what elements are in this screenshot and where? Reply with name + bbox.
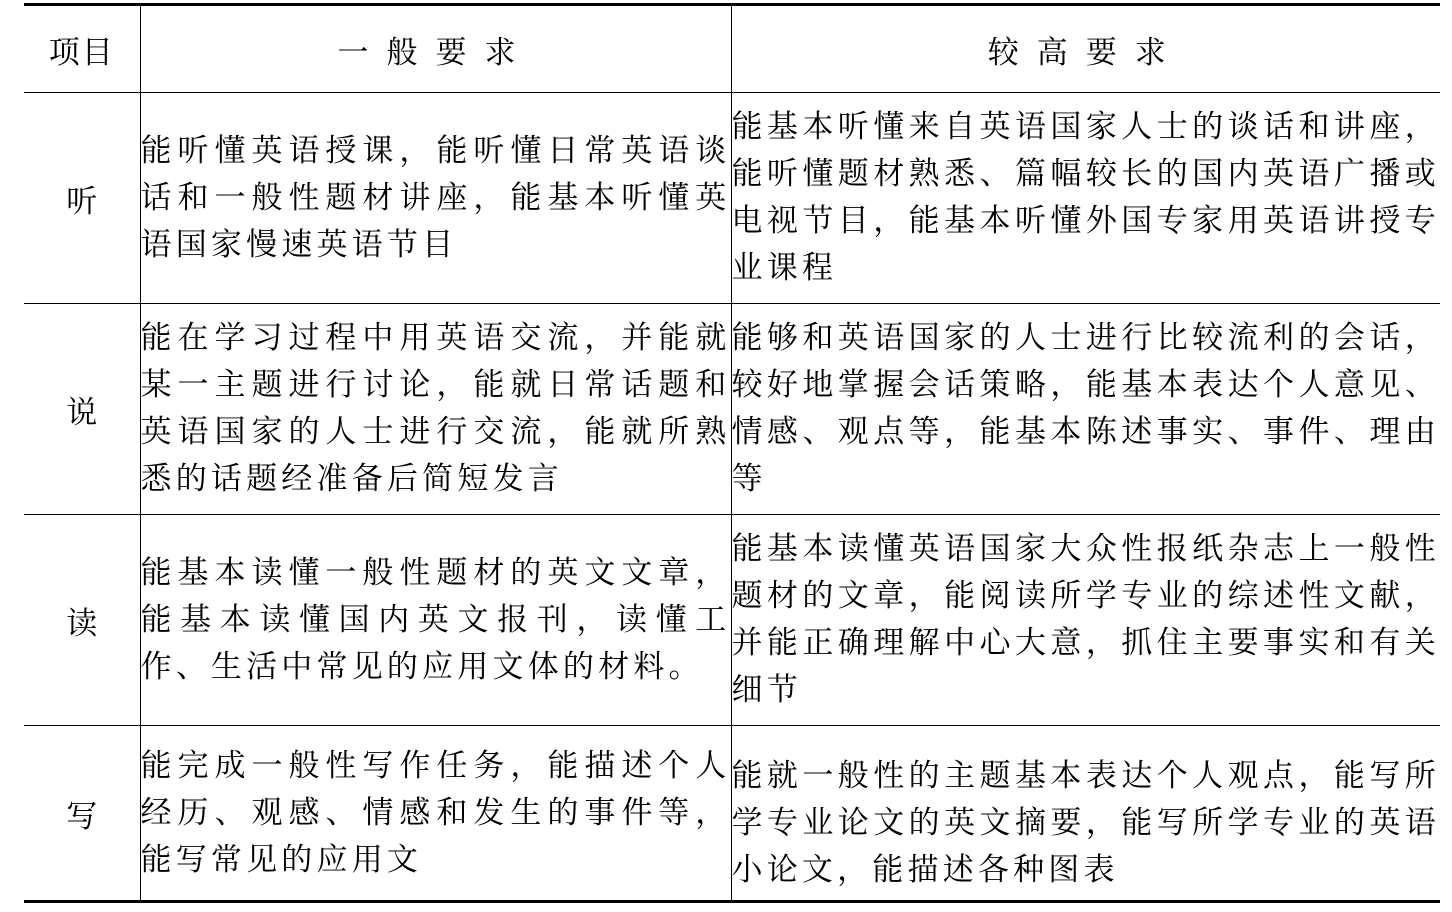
- table-row-speaking: [24, 304, 1440, 515]
- general-requirement-reading: 能基本读懂一般性题材的英文文章，能基本读懂国内英文报刊，读懂工作、生活中常见的应用文体的材料。: [140, 515, 731, 726]
- general-requirement-speaking: 能在学习过程中用英语交流，并能就某一主题进行讨论，能就日常话题和英语国家的人士进行交流，能就所熟悉的话题经准备后简短发言: [140, 304, 731, 515]
- item-writing: 写: [24, 726, 140, 902]
- table-row-writing: [24, 726, 1440, 902]
- higher-requirement-writing: 能就一般性的主题基本表达个人观点，能写所学专业论文的英文摘要，能写所学专业的英语小论文，能描述各种图表: [731, 726, 1440, 902]
- higher-requirement-reading: 能基本读懂英语国家大众性报纸杂志上一般性题材的文章，能阅读所学专业的综述性文献，并能正确理解中心大意，抓住主要事实和有关细节: [731, 515, 1440, 726]
- item-speaking: 说: [24, 304, 140, 515]
- table-row-reading: [24, 515, 1440, 726]
- requirements-table: [24, 3, 1440, 903]
- table-row-listening: [24, 93, 1440, 304]
- item-listening: 听: [24, 93, 140, 304]
- table-header-row: [24, 5, 1440, 93]
- general-requirement-writing: 能完成一般性写作任务，能描述个人经历、观感、情感和发生的事件等，能写常见的应用文: [140, 726, 731, 902]
- header-general-requirements: 一般要求: [140, 5, 731, 93]
- higher-requirement-speaking: 能够和英语国家的人士进行比较流利的会话，较好地掌握会话策略，能基本表达个人意见、情感、观点等，能基本陈述事实、事件、理由等: [731, 304, 1440, 515]
- general-requirement-listening: 能听懂英语授课，能听懂日常英语谈话和一般性题材讲座，能基本听懂英语国家慢速英语节目: [140, 93, 731, 304]
- higher-requirement-listening: 能基本听懂来自英语国家人士的谈话和讲座，能听懂题材熟悉、篇幅较长的国内英语广播或电视节目，能基本听懂外国专家用英语讲授专业课程: [731, 93, 1440, 304]
- item-reading: 读: [24, 515, 140, 726]
- header-item: 项目: [24, 5, 140, 93]
- header-higher-requirements: 较高要求: [731, 5, 1440, 93]
